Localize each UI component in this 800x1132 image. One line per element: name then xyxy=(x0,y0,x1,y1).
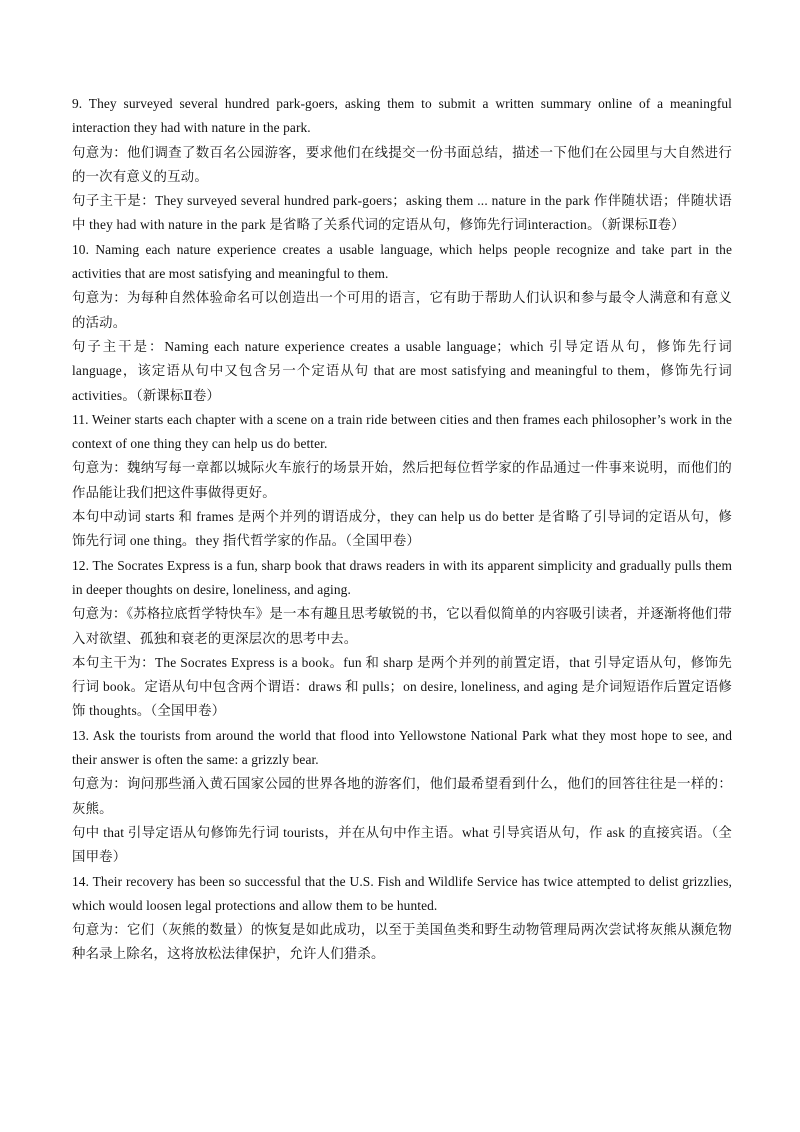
sentence-analysis: 本句主干为：The Socrates Express is a book。fun 和 sharp 是两个并列的前置定语，that 引导定语从句，修饰先行词 book。定语从句中包含两个谓语：draws 和 pulls；on desire, loneliness, and aging 是介词短语作后置定语修饰 thoughts。（全国甲卷） xyxy=(72,654,732,719)
item-10 xyxy=(72,238,732,408)
item-13 xyxy=(72,724,732,870)
sentence-analysis: 句子主干是：Naming each nature experience creates a usable language；which 引导定语从句，修饰先行词 language，该定语从句中又包含另一个定语从句 that are most satisfying and meaningful to them，修饰先行词 activities。（新课标Ⅱ卷） xyxy=(72,338,732,403)
sentence-translation: 句意为：它们（灰熊的数量）的恢复是如此成功，以至于美国鱼类和野生动物管理局两次尝试将灰熊从濒危物种名录上除名，这将放松法律保护，允许人们猎杀。 xyxy=(72,922,732,962)
item-12 xyxy=(72,554,732,724)
english-sentence: 13. Ask the tourists from around the world that flood into Yellowstone National Park what they most hope to see, and their answer is often the same: a grizzly bear. xyxy=(72,727,732,768)
sentence-translation: 句意为：他们调查了数百名公园游客，要求他们在线提交一份书面总结，描述一下他们在公园里与大自然进行的一次有意义的互动。 xyxy=(72,144,732,184)
sentence-analysis: 句中 that 引导定语从句修饰先行词 tourists，并在从句中作主语。what 引导宾语从句，作 ask 的直接宾语。（全国甲卷） xyxy=(72,824,732,865)
sentence-analysis: 本句中动词 starts 和 frames 是两个并列的谓语成分，they can help us do better 是省略了引导词的定语从句，修饰先行词 one thing。they 指代哲学家的作品。（全国甲卷） xyxy=(72,509,732,549)
item-11 xyxy=(72,408,732,554)
document-page xyxy=(72,92,732,967)
item-9 xyxy=(72,92,732,238)
english-sentence: 12. The Socrates Express is a fun, sharp book that draws readers in with its apparent simplicity and gradually pulls them in deeper thoughts on desire, loneliness, and aging. xyxy=(72,557,732,597)
sentence-analysis: 句子主干是：They surveyed several hundred park-goers；asking them ... nature in the park 作伴随状语；伴随状语中 they had with nature in the park 是省略了关系代词的定语从句，修饰先行词interaction。（新课标Ⅱ卷） xyxy=(72,193,732,233)
sentence-translation: 句意为：魏纳写每一章都以城际火车旅行的场景开始，然后把每位哲学家的作品通过一件事来说明，而他们的作品能让我们把这件事做得更好。 xyxy=(72,460,732,500)
sentence-translation: 句意为：《苏格拉底哲学特快车》是一本有趣且思考敏锐的书，它以看似简单的内容吸引读者，并逐渐将他们带入对欲望、孤独和衰老的更深层次的思考中去。 xyxy=(72,606,732,646)
english-sentence: 14. Their recovery has been so successful that the U.S. Fish and Wildlife Service has twice attempted to delist grizzlies, which would loosen legal protections and allow them to be hunted. xyxy=(72,873,732,913)
english-sentence: 11. Weiner starts each chapter with a scene on a train ride between cities and then frames each philosopher’s work in the context of one thing they can help us do better. xyxy=(72,411,732,452)
item-14 xyxy=(72,870,732,967)
english-sentence: 9. They surveyed several hundred park-goers, asking them to submit a written summary online of a meaningful interaction they had with nature in the park. xyxy=(72,96,732,136)
sentence-translation: 句意为：为每种自然体验命名可以创造出一个可用的语言，它有助于帮助人们认识和参与最令人满意和有意义的活动。 xyxy=(72,290,732,330)
sentence-translation: 句意为：询问那些涌入黄石国家公园的世界各地的游客们，他们最希望看到什么，他们的回答往往是一样的：灰熊。 xyxy=(72,776,732,816)
english-sentence: 10. Naming each nature experience creates a usable language, which helps people recognize and take part in the activities that are most satisfying and meaningful to them. xyxy=(72,241,732,282)
